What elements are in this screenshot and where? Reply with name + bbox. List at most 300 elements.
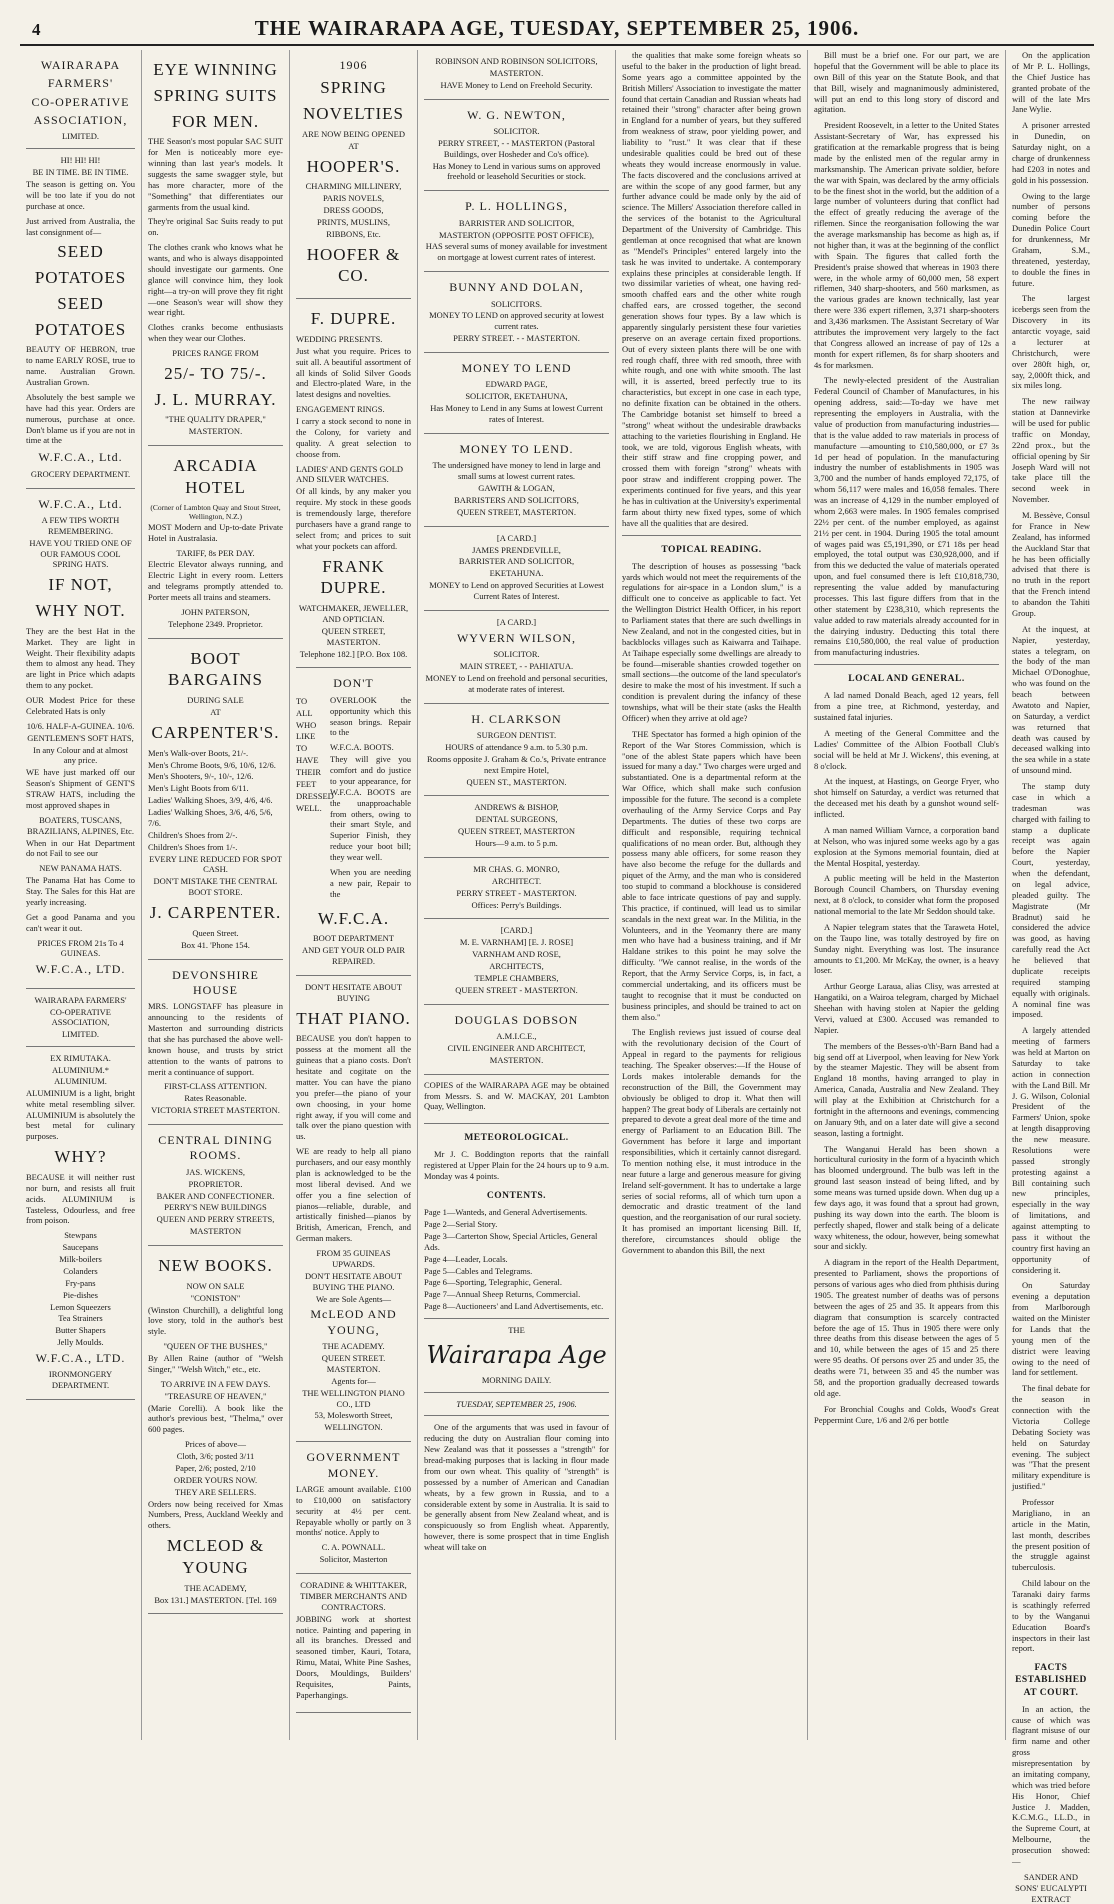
masterton: MASTERTON bbox=[189, 1226, 242, 1237]
hoopers-ad bbox=[296, 50, 411, 299]
item: Colanders bbox=[63, 1265, 98, 1276]
j-carpenter: J. CARPENTER. bbox=[149, 903, 282, 923]
newton-card bbox=[424, 100, 609, 192]
local-item: The stamp duty case in which a tradesman was charged with failing to stamp a duplicate receipt was again before the Napier Court, yesterday, when the defendant, on legal advice, pleaded guilty. The Magistrate (Mr Bradnut) said he considered the advice was good, as having carefully read the Act he believed that duplicate receipts required stamping equally with originals. A nominal fine was imposed. bbox=[1012, 781, 1090, 1020]
grocery-dept: GROCERY DEPARTMENT. bbox=[30, 468, 131, 479]
why-heading: WHY? bbox=[54, 1147, 107, 1167]
side-word: TO bbox=[296, 695, 308, 706]
queen-masterton: QUEEN STREET. MASTERTON. bbox=[321, 1353, 386, 1374]
opened: ARE NOW BEING OPENED bbox=[301, 128, 406, 139]
facts-heading: FACTS ESTABLISHED AT COURT. bbox=[1015, 1663, 1087, 1698]
contents-item: Page 5—Cables and Telegrams. bbox=[424, 1265, 533, 1276]
year: 1906 bbox=[339, 58, 368, 72]
local-item: A largely attended meeting of farmers was held at Marton on Saturday to take action in connection with the Land Bill. Mr J. G. Wilson, Colonial President of the Farmers' Union, spoke at length disapproving the new measure. Resolutions were passed strongly protesting against a Bill containing such new principles, especially in the way of limitations, and against attempting to pass it without the country first having an opportunity of considering it. bbox=[1012, 1025, 1090, 1275]
we-are-text: WE are ready to help all piano purchasers, and our easy monthly plan is acknowledged to be the most liberal devised. And we offer you a fine selection of pianos—reliable, durable, and artistically finished—pianos by British, American, French, and German makers. bbox=[296, 1146, 411, 1244]
meteorological-heading: METEOROLOGICAL. bbox=[464, 1133, 569, 1144]
new-books-heading: NEW BOOKS. bbox=[158, 1256, 273, 1275]
gawith-card bbox=[424, 434, 609, 527]
column-5 bbox=[616, 50, 808, 1740]
arcadia-hotel-ad bbox=[148, 446, 283, 639]
order-now: ORDER YOURS NOW. bbox=[173, 1474, 258, 1485]
queen-bushes: "QUEEN OF THE BUSHES," bbox=[163, 1341, 268, 1352]
local-item: The new railway station at Dannevirke will be used for public traffic on Monday, 22nd prox., but the official opening by Sir Joseph Ward will not take place till the second week in November. bbox=[1012, 396, 1090, 505]
boot-item: Men's Walk-over Boots, 21/-. bbox=[148, 747, 249, 758]
robinson-text: HAVE Money to Lend on Freehold Security. bbox=[440, 79, 593, 90]
molesworth: 53, Molesworth Street, bbox=[314, 1410, 393, 1421]
sac-suit-text: THE Season's most popular SAC SUIT for Men is noticeably more eye-winning than last year's models. It suggests the same swagger style, but has more character, more of the "Something" that differentiates our garments from the usual kind. bbox=[148, 136, 283, 212]
arcadia-text: MOST Modern and Up-to-date Private Hotel in Australasia. bbox=[148, 521, 283, 543]
varieties-text: BEAUTY OF HEBRON, true to name EARLY ROSE, true to name. Australian Grown. Australian Grown. bbox=[26, 344, 135, 388]
seed-heading: SEED bbox=[57, 293, 104, 313]
column-1 bbox=[20, 50, 142, 1740]
govt-text: LARGE amount available. £100 to £10,000 on satisfactory security at 4½ per cent. Repayable wholly or partly on 3 months' notice. Apply to bbox=[296, 1483, 411, 1538]
boot-dept: BOOT DEPARTMENT bbox=[313, 933, 394, 944]
local-item: Arthur George Laraua, alias Clisy, was arrested at Hangatiki, on a Wairoa telegram, charged by Michael Sheehan with having stolen at Napier the gelding Vervi, valued at £300. Accused was remanded to Napier. bbox=[814, 981, 999, 1035]
half-guinea-text: 10/6. HALF-A-GUINEA. 10/6. bbox=[26, 720, 135, 731]
morning-daily: MORNING DAILY. bbox=[481, 1374, 552, 1385]
dobson: DOUGLAS DOBSON bbox=[454, 1012, 579, 1027]
why-text: BECAUSE it will neither rust nor burn, and resists all fruit acids. ALUMINIUM is Tasteless, Odourless, and free from poison. bbox=[26, 1171, 135, 1226]
price-above: Prices of above— bbox=[185, 1439, 246, 1450]
wyvern-addr: MAIN STREET, - - PAHIATUA. bbox=[459, 661, 574, 672]
arcadia-heading: ARCADIA HOTEL bbox=[173, 456, 258, 497]
wyvern: WYVERN WILSON, bbox=[456, 630, 577, 645]
sellers: THEY ARE SELLERS. bbox=[174, 1486, 257, 1497]
editorial-masthead bbox=[424, 1325, 609, 1416]
because-text: BECAUSE you don't happen to possess at the moment all the guineas that a piano costs. Don't hesitate and cogitate on the matter. You can have the piano you prefer—the piano of your own choosing, in your home right away, if you will come and talk over the piano question with us. bbox=[296, 1033, 411, 1142]
tel-box: Telephone 182.] [P.O. Box 108. bbox=[299, 648, 408, 659]
brand-line: CO-OPERATIVE ASSOCIATION, bbox=[50, 1006, 111, 1028]
contents-item: Page 3—Carterton Show, Special Articles, General Ads. bbox=[424, 1230, 598, 1252]
boot-item: Ladies' Walking Shoes, 3/9, 4/6, 4/6. bbox=[148, 795, 273, 806]
contents-item: Page 7—Annual Sheep Returns, Commercial. bbox=[424, 1289, 581, 1300]
brand-line: FARMERS' bbox=[47, 76, 114, 91]
queen-street: Queen Street. bbox=[192, 927, 239, 938]
federal-text: The newly-elected president of the Australian Federal Council of Chamber of Manufactures, in his opening address, said:—To-day we have met representing the employers in Australia, with the value of production from manufacturing industries—that is the value added to raw materials in process of manufacture —amounting to £10,580,000, or £7 3s 1d per head of population. In the manufacturing industry the number of establishments in 1905 was 3,700 and the number of hands employed 72,175, of whom 56,117 were males and 16,058 females. There was an increase of 4,129 in the number employed of whom 2,663 were males. In 1905 females comprised 22½ per cent. of the number employed, as against 21½ per cent. in 1904. During 1905 the total amount of wages paid was £5,191,390, or £71 18s per head employed, the total output was £30,928,000, and if from this we deducted the value of materials operated upon, and fuel consumed there is left £10,818,730, representing the value added by manufacturing processes. This last figure differs from that in the other statement by £238,310, which represents the value added to raw materials already accounted for in the dairying industry. Deducting this total there remains £10,580,000, the real value of production from manufacturing industries. bbox=[814, 375, 999, 658]
hollings-sol: BARRISTER AND SOLICITOR, bbox=[458, 217, 575, 228]
needing-text: When you are needing a new pair, Repair to the bbox=[330, 866, 411, 899]
masthead bbox=[20, 14, 1094, 46]
item: Stewpans bbox=[64, 1230, 97, 1241]
andrews-addr: QUEEN STREET, MASTERTON bbox=[458, 826, 575, 837]
column-2 bbox=[142, 50, 290, 1740]
wfca-heading: W.F.C.A. bbox=[317, 908, 390, 928]
item: Saucepans bbox=[62, 1242, 99, 1253]
wellington-piano: THE WELLINGTON PIANO CO., LTD bbox=[302, 1387, 405, 1409]
line: PARIS NOVELS, bbox=[322, 193, 385, 204]
devonshire-house-ad bbox=[148, 960, 283, 1125]
local-item: Professor Marigliano, in an article in the Matin, last month, describes the present position of the struggle against tuberculosis. bbox=[1012, 1497, 1090, 1573]
potatoes-heading: POTATOES bbox=[34, 319, 127, 339]
boot-item: Children's Shoes from 1/-. bbox=[148, 841, 238, 852]
column-6 bbox=[808, 50, 1006, 1740]
in-time-line: BE IN TIME. BE IN TIME. bbox=[32, 167, 129, 178]
side-word: DRESSED bbox=[296, 790, 334, 801]
coradine-ad bbox=[296, 1574, 411, 1713]
treasure-text: (Marie Corelli). A book like the author's previous best, "Thelma," over 600 pages. bbox=[148, 1402, 283, 1435]
side-word: TO bbox=[296, 743, 308, 754]
side-word: ALL bbox=[296, 707, 313, 718]
when-in-text: When in our Hat Department do not Fail to see our bbox=[26, 837, 135, 859]
dupre-ad bbox=[296, 299, 411, 668]
hoopers-heading: HOOPER'S. bbox=[306, 156, 401, 176]
colour-text: In any Colour and at almost any price. bbox=[33, 744, 128, 766]
govt-money-ad bbox=[296, 1442, 411, 1574]
original-text: They're original Sac Suits ready to put on. bbox=[148, 216, 283, 238]
robinson-card bbox=[424, 50, 609, 100]
varnham-addr: QUEEN STREET - MASTERTON. bbox=[455, 984, 578, 995]
bunny-sol: SOLICITORS. bbox=[490, 298, 543, 309]
side-word: WHO bbox=[296, 719, 317, 730]
treasure: "TREASURE OF HEAVEN," bbox=[164, 1390, 267, 1401]
aluminium-heading: ALUMINIUM.* ALUMINIUM. bbox=[52, 1065, 109, 1086]
third-one-text: HAVE YOU TRIED ONE OF OUR FAMOUS COOL SPRING HATS. bbox=[29, 537, 132, 570]
box-phone: Box 41. 'Phone 154. bbox=[181, 939, 250, 950]
arcadia-address: (Corner of Lambton Quay and Stout Street, Wellington, N.Z.) bbox=[150, 502, 281, 522]
wfca-boots-ad bbox=[296, 668, 411, 975]
column-4 bbox=[418, 50, 616, 1740]
box-tel: Box 131.] MASTERTON. [Tel. 169 bbox=[154, 1594, 277, 1605]
straw-types: BOATERS, TUSCANS, BRAZILIANS, ALPINES, Etc. bbox=[27, 814, 134, 836]
brand-line: LIMITED. bbox=[61, 1029, 100, 1040]
andrews-hours: Hours—9 a.m. to 5 p.m. bbox=[475, 838, 558, 849]
central-dining-ad bbox=[148, 1125, 283, 1246]
surgeon: SURGEON DENTIST. bbox=[476, 730, 557, 741]
contents-heading: CONTENTS. bbox=[486, 1191, 547, 1202]
cloth-price: Cloth, 3/6; posted 3/11 bbox=[176, 1451, 255, 1461]
ironmongery-dept: IRONMONGERY DEPARTMENT. bbox=[48, 1369, 113, 1391]
arrived-text: Just arrived from Australia, the last consignment of— bbox=[26, 215, 135, 237]
hoofer-co: HOOFER & CO. bbox=[306, 244, 401, 286]
local-item: A Napier telegram states that the Taraweta Hotel, on the Taupo line, was totally destroyed by fire on Sunday night. Everything was lost. The insurance amounts to £1,200. Mr McKay, the owner, is a heavy loser. bbox=[814, 921, 999, 976]
panama-text: The Panama Hat has Come to Stay. The Sales for this Hat are yearly increasing. bbox=[26, 875, 135, 907]
newton-text: Has Money to Lend in various sums on approved freehold or leasehold Securities or stock. bbox=[432, 160, 601, 182]
queen-perry: QUEEN AND PERRY STREETS, bbox=[156, 1214, 275, 1225]
piano-ad bbox=[296, 976, 411, 1442]
frank-dupre: FRANK DUPRE. bbox=[320, 556, 387, 598]
local-item: The Wanganui Herald has been shown a horticultural curiosity in the form of a hyacinth which has bloomed underground. The bulb was left in the ground last season instead of being lifted, and by some means was turned upside down. When dug up a few days ago, it was found that a sprout had grown, pushing its way down into the earth. The bloom is perfectly shaped, flower and stalk being of a delicate waxy whiteness, the odour, however, being somewhat sour and sickly. bbox=[814, 1143, 999, 1252]
side-word: HAVE bbox=[296, 755, 319, 766]
dental: DENTAL SURGEONS, bbox=[475, 814, 558, 825]
boot-bargains-heading: BOOT BARGAINS bbox=[168, 648, 263, 690]
quality-draper: "THE QUALITY DRAPER," bbox=[165, 414, 266, 425]
victoria-street: VICTORIA STREET MASTERTON. bbox=[151, 1105, 280, 1116]
leader-continued: the qualities that make some foreign wheats so useful to the baker in the production of light bread. Some years ago a committee appointed by the British Millers' Association to investigate the matter found that certain Canadian and Russian wheats had retained their "strong" character after being grown in England for a number of years, but they suffered from weakness of straw, poor yielding power, and liability to "rust." It was clear that if these undesirable qualities could be bred out of these wheats they would increase enormously in value. The facts discovered and the conclusions arrived at are within the scope of any good farmer, but any further advance could be made only by the aid of science. The Millers' Association therefore called in the services of the botanist to the Agricultural Department of the University of Cambridge. This gentleman at once recognised that what are known as "Mendel's Principles" entered largely into the task he was invited to undertake. A contemporary explains these principles at considerable length. If two dissimilar varieties of wheat, one having red-smooth chaffed ears and the other white rough chaffed ears, are crossed together, the second generation shows four types. By a law which is apparently singularly persistent these four varieties preserve on an average certain fixed proportions. Out of every sixteen plants there will be one with red rough chaff, three with red smooth, three with white rough, and one with white smooth. The last will, it is asserted, breed perfectly true to its characteristics, but except in one case in each type, no definite fixation can be obtained in the others. The Cambridge botanist set himself to breed a "strong" wheat without the undesirable drawbacks attaching to the varieties flourishing in England. He took, we are told, vigorous English wheats, with their stiff straw and fine cropping power, and crossed them with foreign "strong" wheats with poor straw and indifferent cropping power. The experiments continued for five years, and this year he has in cultivation at the University's experimental farm about thirty new fixed types, some of which have all the qualities that are desired. bbox=[622, 50, 801, 528]
panama-heading: NEW PANAMA HATS. bbox=[39, 863, 122, 874]
local-item: A meeting of the General Committee and the Ladies' Committee of the Albion Football Club's social will be held at Mr J. Wickens', this evening, at 8 o'clock. bbox=[814, 727, 999, 771]
contents-item: Page 1—Wanteds, and General Advertisements. bbox=[424, 1207, 588, 1218]
from-price: FROM 35 GUINEAS UPWARDS. bbox=[316, 1248, 391, 1269]
modest-price-text: OUR Modest Price for these Celebrated Hats is only bbox=[26, 695, 135, 716]
temple: TEMPLE CHAMBERS, bbox=[474, 972, 559, 983]
overlook-text: OVERLOOK the opportunity which this season brings. Repair to the bbox=[330, 694, 411, 738]
english-text: The English reviews just issued of course deal with the revolutionary decision of the Court of Appeal in regard to the payments for religious teaching. The Speaker observes:—If the House of Lords makes intolerable demands for the reconstruction of the Bill, the Government may obviously be obliged to drop it. What then will happen? The great body of Liberals are certainly not prepared to devote a great deal more of the time and energy of Parliament to an Education Bill. The Government has before it large and important responsibilities, which it certainly cannot disregard. To mention nothing else, it must introduce in the near future a large and generous measure for giving Ireland self-government. It has to undertake a large series of social reforms, all of which turn upon a democratic and drastic treatment of the land question, and the reorganisation of our rural society. It has promised an important licensing Bill. If, therefore, circumstances should oblige the Government to abandon this Bill, the next bbox=[622, 1027, 801, 1255]
line: DRESS GOODS, bbox=[323, 205, 384, 216]
coughs-ad: For Bronchial Coughs and Colds, Wood's Great Peppermint Cure, 1/6 and 2/6 per bottle bbox=[814, 1403, 999, 1425]
wfca-ltd: W.F.C.A., Ltd. bbox=[38, 496, 123, 511]
watches-text: Of all kinds, by any maker you require. My stock in these goods is tremendously large, therefore purchasers have a grand range to select from; and prices to suit what your pockets can afford. bbox=[296, 486, 411, 551]
local-item: A diagram in the report of the Health Department, presented to Parliament, shows the proportions of persons of various ages who died from phthisis during 1905. The greatest number of deaths was of persons between the ages of 25 and 35. It appears from this diagram that consumption is scarcely contracted before the age of 15. Thus in 1905 there were only three deaths from this disease between the ages of 5 and 10, while between the ages of 15 and 25 there were 95 deaths. Of persons over 25 and under 35, the deaths were 71, between 35 and 45 the number was 58, and the proportion gradually decreased towards old age. bbox=[814, 1257, 999, 1398]
roosevelt-text: President Roosevelt, in a letter to the United States Assistant-Secretary of War, has expressed his gratification at the remarkable progress that is being made by the enlisted men of the regular army in marksmanship. The American private soldier, before the war with Spain, was declared by the army officials to be the finest shot in the world, but the addition of a large number of volunteers during that conflict had the effect of greatly reducing the average of the riflemen. Since the reorganisation following the war the average marksmanship has become as high as, if not higher than, it was at the beginning of the conflict with Spain. The figures that called forth the President's praise showed that whereas in 1903 there were, in the whole army of 60,000 men, 58 expert riflemen, 340 sharp-shooters, and 560 marksmen, as the various grades are known technically, last year there were 336 expert riflemen, 3,371 sharp-shooters and 3,436 marksmen. The Assistant Secretary of War attributes the improvement very largely to the fact that Congress allowed an increase of pay of 12s a month for expert riflemen, 8s for sharp shooters and 4s for marksmen. bbox=[814, 120, 999, 370]
topical-text: The description of houses as possessing "back yards which would not meet the requirements of the regulations for air-space in a London slum," is a difficult one to conceive as applicable to fact. Yet the Wellington District Health Officer, in his report to Parliament states that there are such dwellings in New Zealand, and not in the congested cities, but in backblocks villages such as Kaiwarra and Taihape. At Taihape especially some dwellings are already to be found—miserable shanties crowded together on small sections—the outcome of the land speculator's desire to make the most of his investment. If such a condition is prevalent during the infancy of these townships, what will be their state (asks the Health Officer) when they arrive at old age? bbox=[622, 560, 801, 723]
bunny-card bbox=[424, 272, 609, 353]
novelties-heading: NOVELTIES bbox=[303, 104, 404, 124]
agents-for: Agents for— bbox=[331, 1375, 376, 1386]
mcleod-young: MCLEOD & YOUNG bbox=[166, 1536, 265, 1577]
hollings-card bbox=[424, 191, 609, 272]
contents-item: Page 8—Auctioneers' and Land Advertisements, etc. bbox=[424, 1301, 604, 1312]
item: Butter Shapers bbox=[55, 1325, 106, 1336]
prend-text: MONEY to Lend on approved Securities at Lowest Current Rates of Interest. bbox=[429, 580, 604, 602]
local-item: M. Bessève, Consul for France in New Zealand, has informed the Auckland Star that he has been officially advised that there is no truth in the report that the French intend to abandon the Tahiti Group. bbox=[1012, 510, 1090, 618]
amice: A.M.I.C.E., bbox=[496, 1031, 537, 1041]
now-on-sale: NOW ON SALE bbox=[186, 1280, 245, 1291]
page-number: 4 bbox=[32, 20, 41, 39]
copies-notice bbox=[424, 1075, 609, 1125]
bunny-text: MONEY TO LEND on approved security at lowest current rates. bbox=[429, 310, 604, 332]
boot-item: Men's Chrome Boots, 9/6, 10/6, 12/6. bbox=[148, 759, 276, 770]
soft-hats-text: GENTLEMEN'S SOFT HATS, bbox=[27, 732, 134, 743]
local-item: The final debate for the season in connection with the Victoria College Debating Society was held on Saturday evening. The subject was "That the present military expenditure is justified." bbox=[1012, 1383, 1090, 1492]
wfca-ltd: W.F.C.A., Ltd. bbox=[38, 450, 123, 465]
monro-office: Offices: Perry's Buildings. bbox=[471, 899, 562, 910]
dont-mistake: DON'T MISTAKE THE CENTRAL BOOT STORE. bbox=[153, 876, 278, 898]
price-text: 25/- TO 75/-. bbox=[164, 363, 267, 383]
wickens: JAS. WICKENS, bbox=[185, 1166, 246, 1177]
spring-suits-heading: SPRING SUITS bbox=[153, 85, 278, 105]
contents-item: Page 2—Serial Story. bbox=[424, 1219, 498, 1230]
copies-text: COPIES of the WAIRARAPA AGE may be obtained from Messrs. S. and W. MACKAY, 201 Lambton Quay, Wellington. bbox=[424, 1079, 609, 1112]
boot-item: Men's Shooters, 9/-, 10/-, 12/6. bbox=[148, 771, 254, 782]
money-lend: MONEY TO LEND. bbox=[459, 441, 574, 456]
carpenters-heading: CARPENTER'S. bbox=[151, 722, 280, 742]
local-item: A public meeting will be held in the Masterton Borough Council Chambers, on Thursday evening next, at 8 o'clock, to consider what form the proposed national memorial to the late Mr Seddon should take. bbox=[814, 873, 999, 917]
local-heading: LOCAL AND GENERAL. bbox=[848, 674, 965, 685]
prend-sol: BARRISTER AND SOLICITOR, bbox=[458, 556, 575, 567]
engagement-heading: ENGAGEMENT RINGS. bbox=[296, 404, 385, 415]
side-word: WELL. bbox=[296, 802, 322, 813]
monro-card bbox=[424, 858, 609, 920]
govt-money-heading: GOVERNMENT MONEY. bbox=[306, 1450, 401, 1480]
during-sale: DURING SALE bbox=[187, 695, 244, 706]
coniston: "CONISTON" bbox=[190, 1292, 241, 1303]
first-class: FIRST-CLASS ATTENTION. bbox=[164, 1081, 267, 1092]
child-labour: Child labour on the Taranaki dairy farms is scathingly referred to by the Wanganui Education Board's inspectors in their last report. bbox=[1012, 1578, 1090, 1654]
line: RIBBONS, Etc. bbox=[326, 228, 381, 239]
gawith-sol: BARRISTERS AND SOLICITORS, bbox=[454, 494, 579, 505]
brand-line: WAIRARAPA bbox=[40, 58, 121, 72]
rooms: Rooms opposite J. Graham & Co.'s, Private entrance next Empire Hotel, bbox=[426, 753, 607, 775]
wyvern-sol: SOLICITOR. bbox=[493, 649, 540, 660]
wfca-ltd: W.F.C.A., LTD. bbox=[35, 1351, 126, 1366]
item: Fry-pans bbox=[65, 1277, 96, 1288]
varnham-names: M. E. VARNHAM] [E. J. ROSE] bbox=[459, 937, 574, 948]
prendeville-card bbox=[424, 527, 609, 611]
perrys: PERRY'S NEW BUILDINGS bbox=[164, 1202, 267, 1213]
boot-item: Children's Shoes from 2/-. bbox=[148, 829, 238, 840]
newton-sol: SOLICITOR. bbox=[493, 125, 540, 136]
local-item: On Saturday evening a deputation from Marlborough waited on the Minister for Lands that the young men of the district were leaving owing to the need of land for settlement. bbox=[1012, 1280, 1090, 1378]
new-books-ad bbox=[148, 1246, 283, 1614]
side-word: FEET bbox=[296, 778, 317, 789]
for-men-heading: FOR MEN. bbox=[171, 111, 260, 131]
brand-line: WAIRARAPA FARMERS' bbox=[34, 994, 127, 1005]
murray-name: J. L. MURRAY. bbox=[154, 389, 277, 409]
local-item: A man named William Varnce, a corporation band at Nelson, who was injured some weeks ago by a gas explosion at the Symons memorial fountain, died at the Mental Hospital, yesterday. bbox=[814, 824, 999, 868]
academy: THE ACADEMY. bbox=[322, 1341, 385, 1352]
hollings-heading: P. L. HOLLINGS, bbox=[465, 199, 568, 214]
proprietor: PROPRIETOR. bbox=[188, 1178, 243, 1189]
eye-winning-heading: EYE WINNING bbox=[153, 60, 278, 79]
wfca-hats-ad bbox=[26, 489, 135, 989]
wfca-seed-potatoes-ad bbox=[26, 50, 135, 489]
boot-item: Men's Light Boots from 6/11. bbox=[148, 783, 249, 794]
column-7 bbox=[1006, 50, 1096, 1904]
card-label: [CARD.] bbox=[500, 925, 533, 936]
local-item: Owing to the large number of persons coming before the Dunedin Police Court for drunkenness, Mr Graham, S.M., threatened, yesterday, to double the fines in future. bbox=[1012, 190, 1090, 288]
season-text: The season is getting on. You will be too late if you do not purchase at once. bbox=[26, 179, 135, 211]
solicitor: Solicitor, Masterton bbox=[319, 1554, 388, 1565]
engagement-text: I carry a stock second to none in the Colony, for variety and quality. A great selection to choose from. bbox=[296, 416, 411, 459]
spring-heading: SPRING bbox=[320, 78, 387, 98]
hats-text: They are the best Hat in the Market. They are light in Weight. Their flexibility adapts them to almost any head. They are light in Price which adapts them to any pocket. bbox=[26, 625, 135, 691]
varnham: VARNHAM AND ROSE, bbox=[472, 949, 561, 960]
jobbing-text: JOBBING work at shortest notice. Painting and papering in all its branches. Dressed and seasoned timber, Kauri, Totara, Rimu, Matai, White Pine Sashes, Doors, Mouldings, Builders' Requisites, Paints, Paperhangings. bbox=[296, 1613, 411, 1700]
wedding-heading: WEDDING PRESENTS. bbox=[296, 333, 383, 344]
sole-agents: We are Sole Agents— bbox=[315, 1293, 392, 1304]
dupre-heading: F. DUPRE. bbox=[310, 309, 397, 329]
monro: MR CHAS. G. MONRO, bbox=[473, 863, 560, 874]
if-not-heading: IF NOT, bbox=[48, 575, 113, 595]
card-label: [A CARD.] bbox=[496, 616, 537, 627]
local-item: On the application of Mr P. L. Hollings, the Chief Justice has granted probate of the will of the late Mrs Jane Wylie. bbox=[1012, 50, 1090, 115]
get-old: AND GET YOUR OLD PAIR REPAIRED. bbox=[301, 945, 406, 967]
bunny-heading: BUNNY AND DOLAN, bbox=[449, 280, 584, 295]
queen-st: QUEEN STREET, MASTERTON. bbox=[321, 625, 386, 647]
straw-text: WE have just marked off our Season's Shipment of GENT'S STRAW HATS, including the most approved shapes in bbox=[26, 767, 135, 810]
item: Lemon Squeezers bbox=[50, 1301, 111, 1312]
editorial-date: TUESDAY, SEPTEMBER 25, 1906. bbox=[456, 1398, 577, 1409]
arcadia-text-2: Electric Elevator always running, and Electric Light in every room. Letters and telegrams promptly attended to. Porter meets all trains and steamers. bbox=[148, 559, 283, 603]
sander-text: SANDER AND SONS' EUCALYPTI EXTRACT bbox=[1015, 1871, 1087, 1904]
local-item: The members of the Besses-o'th'-Barn Band had a big send off at Liverpool, when leaving for New York by the steamer Majestic. They will be absent from England 18 months, having arranged to play in America, Canada, Australia and New Zealand. They will play at the Exhibition at Christchurch for a fortnight in the afternoons and evenings, commencing on January 9th, and on a later date will give a second season, lasting a fortnight. bbox=[814, 1040, 999, 1138]
masterton: MASTERTON. bbox=[188, 426, 243, 437]
monro-addr: PERRY STREET - MASTERTON. bbox=[456, 887, 577, 898]
newspaper-title: THE WAIRARAPA AGE, TUESDAY, SEPTEMBER 25, 1906. bbox=[254, 16, 860, 40]
hesitate: DON'T HESITATE ABOUT BUYING bbox=[304, 981, 403, 1003]
clothes-text: The clothes crank who knows what he wants, and who is always disappointed should investigate our garments. One glance will convince him, they look right—a try-on will prove they fit right—one Season's wear will show they wear right. bbox=[148, 242, 283, 318]
hours: HOURS of attendance 9 a.m. to 5.30 p.m. bbox=[445, 741, 588, 752]
civil: CIVIL ENGINEER AND ARCHITECT, bbox=[447, 1042, 586, 1053]
edward-page: EDWARD PAGE, bbox=[485, 379, 548, 390]
mcleod-young: McLEOD AND YOUNG, bbox=[310, 1307, 397, 1337]
item: Jelly Moulds. bbox=[57, 1337, 104, 1348]
hi-line: HI! HI! HI! bbox=[60, 155, 101, 166]
bill-continued: Bill must be a brief one. For our part, we are hopeful that the Government will be able to place its own Bill of this year on the Statute Book, and that that Bill, wisely and magnanimously administered, will put an end to this long story of discord and agitation. bbox=[814, 50, 999, 115]
dobson-card bbox=[424, 1005, 609, 1075]
item: Pie-dishes bbox=[63, 1289, 98, 1300]
newton-addr: PERRY STREET, - - MASTERTON (Pastoral Buildings, over Hosheder and Co's office). bbox=[437, 137, 596, 159]
varnham-card bbox=[424, 919, 609, 1004]
prices-range: PRICES RANGE FROM bbox=[172, 348, 259, 358]
page-text: Has Money to Lend in any Sums at lowest Current rates of Interest. bbox=[430, 403, 603, 425]
at-text: AT bbox=[210, 707, 221, 718]
central-dining-heading: CENTRAL DINING ROOMS. bbox=[158, 1133, 273, 1163]
hollings-addr: MASTERTON (OPPOSITE POST OFFICE), bbox=[438, 229, 595, 240]
brand-line: CO-OPERATIVE bbox=[31, 94, 130, 109]
varnham-arch: ARCHITECTS, bbox=[489, 961, 544, 972]
prend-town: EKETAHUNA. bbox=[489, 568, 544, 579]
wyvern-text: MONEY to Lend on freehold and personal securities, at moderate rates of interest. bbox=[425, 672, 608, 694]
panama-text-2: Get a good Panama and you can't wear it out. bbox=[26, 911, 135, 933]
leader-text: One of the arguments that was used in favour of reducing the duty on Australian flour coming into New Zealand was that it possesses a "strength" for bread-making purposes that is lacking in flour made from our own wheat. This quality of "strength" is possessed by a number of American and Canadian wheats, by a few grown in Russia, and to a considerable extent by some in Australia. It is said to be generally absent from New Zealand wheat, and is conspicuously so from English wheat. Apparently, however, there is some prospect that in time English wheat will take on bbox=[424, 1422, 609, 1553]
academy: THE ACADEMY, bbox=[184, 1582, 247, 1593]
topical-heading: TOPICAL READING. bbox=[661, 544, 762, 555]
hesitate-2: DON'T HESITATE ABOUT BUYING THE PIANO. bbox=[304, 1270, 403, 1292]
line: CHARMING MILLINERY, bbox=[305, 181, 402, 192]
side-word: LIKE bbox=[296, 731, 316, 742]
newton-heading: W. G. NEWTON, bbox=[467, 107, 566, 122]
why-not-heading: WHY NOT. bbox=[35, 601, 126, 621]
coniston-text: (Winston Churchill), a delightful long love story, told in the author's best style. bbox=[148, 1304, 283, 1337]
dont-heading: DON'T bbox=[333, 676, 374, 691]
facts-text: In an action, the cause of which was flagrant misuse of our firm name and other gross misrepresentation by an imitating company, which was tried before His Honor, Chief Justice J. Madden, K.C.M.G., LL.D., in the Supreme Court, at Melbourne, the prosecution showed:— bbox=[1012, 1703, 1090, 1866]
every-line: EVERY LINE REDUCED FOR SPOT CASH. bbox=[149, 853, 282, 875]
devonshire-heading: DEVONSHIRE HOUSE bbox=[172, 967, 259, 997]
arrive: TO ARRIVE IN A FEW DAYS. bbox=[160, 1378, 271, 1389]
brand-line: LIMITED. bbox=[61, 131, 100, 142]
longstaff-text: MRS. LONGSTAFF has pleasure in announcing to the residents of Masterton and surrounding districts that she has purchased the above well-known house, and trusts by strict attention to the wants of patrons to merit a continuance of support. bbox=[148, 1001, 283, 1077]
contents-item: Page 6—Sporting, Telegraphic, General. bbox=[424, 1277, 563, 1288]
local-item: The largest icebergs seen from the Discovery in its antarctic voyage, said a lecturer at Christchurch, were over 280ft high, or, say, 2,000ft thick, and six miles long. bbox=[1012, 293, 1090, 391]
wellington: WELLINGTON. bbox=[324, 1422, 383, 1433]
paper-price: Paper, 2/6; posted, 2/10 bbox=[175, 1462, 256, 1473]
local-item: A prisoner arrested in Dunedin, on Saturday night, on a charge of drunkenness had £203 in notes and gold in his possession. bbox=[1012, 120, 1090, 185]
item: Milk-boilers bbox=[59, 1254, 102, 1265]
local-item: At the inquest, at Hastings, on George Fryer, who shot himself on Saturday, a verdict was returned that the deceased met his death by a gunshot wound self-inflicted. bbox=[814, 776, 999, 820]
undersigned: The undersigned have money to lend in large and small sums at lowest current rates. bbox=[432, 460, 601, 482]
potatoes-heading: POTATOES bbox=[34, 268, 127, 288]
baker: BAKER AND CONFECTIONER. bbox=[156, 1190, 275, 1201]
wedding-text: Just what you require. Prices to suit all. A beautiful assortment of all kinds of Solid Silver Goods and Electro-plated Ware, in the latest designs and novelties. bbox=[296, 345, 411, 400]
paterson: JOHN PATERSON, bbox=[181, 606, 250, 617]
pownall: C. A. POWNALL. bbox=[321, 1542, 386, 1553]
queen-bushes-text: By Allen Raine (author of "Welsh Singer," "Welsh Witch," etc., etc. bbox=[148, 1353, 283, 1374]
the-label: THE bbox=[508, 1325, 525, 1336]
meteo-text: Mr J. C. Boddington reports that the rainfall registered at Upper Plain for the 24 hours up to 9 a.m. Monday was 4 points. bbox=[424, 1149, 609, 1182]
queen: QUEEN ST., MASTERTON. bbox=[466, 776, 567, 787]
architect: ARCHITECT. bbox=[491, 875, 542, 886]
spectator-text: THE Spectator has formed a high opinion of the Report of the War Stores Commission, which is "one of the ablest State papers which have been issued for many a day." Two charges were urged and substantiated. One is a departmental reform at the War Office, which shall make such confusion impossible for the future. The second is a complete overhauling of the Army Service Corps and Pay Departments. The duties of these two corps are difficult and responsible, requiring technical qualifications of no mean order. But, although they possess many able officers, for some reason they have also become the refuge for the dullards and piquet of the Army, and the man who is considered too stupid to command a blockhouse is considered able to face intricate questions of pay and supply. This practice, if continued, will lead us to similar scandals in the next great war. In the Militia, in the Volunteers, and in the Yeomanry there are many men who have had a business training, and if Mr Haldane strikes to this point he may solve the difficulty. "We cannot realise, in the words of the Report, that the Army Service Corps, is, in fact, a commercial undertaking, and its officers must be taught to recognise that it must be conducted on business principles, and should be trained to act on them also." bbox=[622, 728, 801, 1022]
tariff: TARIFF, 8s PER DAY. bbox=[176, 547, 255, 558]
brand-line: ASSOCIATION, bbox=[33, 113, 128, 128]
watches-heading: LADIES' AND GENTS GOLD AND SILVER WATCHES. bbox=[296, 463, 404, 485]
side-word: THEIR bbox=[296, 767, 322, 778]
telephone: Telephone 2349. Proprietor. bbox=[168, 618, 263, 629]
contents-item: Page 4—Leader, Locals. bbox=[424, 1253, 508, 1264]
andrews-card bbox=[424, 796, 609, 858]
that-piano: THAT PIANO. bbox=[296, 1008, 411, 1028]
item: Tea Strainers bbox=[58, 1313, 103, 1324]
coradine-heading: CORADINE & WHITTAKER, TIMBER MERCHANTS AND CONTRACTORS. bbox=[300, 1580, 407, 1612]
prendeville: JAMES PRENDEVILLE, bbox=[472, 544, 561, 555]
they-will-text: They will give you comfort and do justice to your appearance, for W.F.C.A. BOOTS are the unapproachable from others, owing to their smart Style, and Superior Finish, they reduce your boot bill; they wear well. bbox=[330, 754, 411, 863]
local-item: At the inquest, at Napier, yesterday, states a telegram, on the body of the man Michael O'Donoghue, who was found on the beach between Awatoto and Napier, on Saturday, a verdict was returned that death was caused by deceased walking into the sea while in a state of unsound mind. bbox=[1012, 623, 1090, 776]
robinson-heading: ROBINSON AND ROBINSON SOLICITORS, bbox=[435, 56, 598, 66]
masterton: MASTERTON. bbox=[489, 67, 544, 78]
local-item: A lad named Donald Beach, aged 12 years, fell from a pine tree, at Richmond, yesterday, and sustained fatal injuries. bbox=[814, 690, 999, 723]
at-text: AT bbox=[348, 140, 359, 151]
